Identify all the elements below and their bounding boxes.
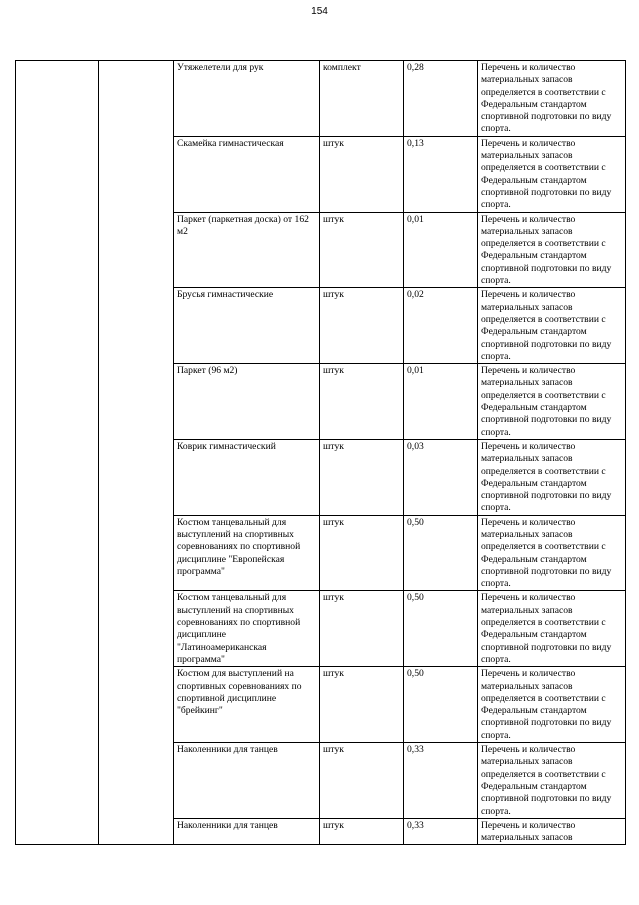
note-cell: Перечень и количество материальных запасов определяется в соответствии с Федеральным стандартом спортивной подготовки по виду спорта. [478, 439, 626, 515]
unit-cell: комплект [320, 61, 404, 137]
item-name-cell: Наколенники для танцев [174, 743, 320, 819]
quantity-cell: 0,33 [404, 818, 478, 845]
unit-cell: штук [320, 591, 404, 667]
note-cell: Перечень и количество материальных запасов определяется в соответствии с Федеральным стандартом спортивной подготовки по виду спорта. [478, 591, 626, 667]
quantity-cell: 0,02 [404, 288, 478, 364]
quantity-cell: 0,28 [404, 61, 478, 137]
unit-cell: штук [320, 212, 404, 288]
item-name-cell: Паркет (96 м2) [174, 364, 320, 440]
item-name-cell: Костюм танцевальный для выступлений на спортивных соревнованиях по спортивной дисциплине "Латиноамериканская программа" [174, 591, 320, 667]
quantity-cell: 0,03 [404, 439, 478, 515]
item-name-cell: Брусья гимнастические [174, 288, 320, 364]
note-cell: Перечень и количество материальных запасов определяется в соответствии с Федеральным стандартом спортивной подготовки по виду спорта. [478, 667, 626, 743]
unit-cell: штук [320, 743, 404, 819]
note-cell: Перечень и количество материальных запасов определяется в соответствии с Федеральным стандартом спортивной подготовки по виду спорта. [478, 515, 626, 591]
note-cell: Перечень и количество материальных запасов [478, 818, 626, 845]
note-cell: Перечень и количество материальных запасов определяется в соответствии с Федеральным стандартом спортивной подготовки по виду спорта. [478, 288, 626, 364]
note-cell: Перечень и количество материальных запасов определяется в соответствии с Федеральным стандартом спортивной подготовки по виду спорта. [478, 212, 626, 288]
item-name-cell: Утяжелетели для рук [174, 61, 320, 137]
item-name-cell: Паркет (паркетная доска) от 162 м2 [174, 212, 320, 288]
blank-column-1 [16, 61, 99, 845]
unit-cell: штук [320, 439, 404, 515]
quantity-cell: 0,01 [404, 212, 478, 288]
note-cell: Перечень и количество материальных запасов определяется в соответствии с Федеральным стандартом спортивной подготовки по виду спорта. [478, 364, 626, 440]
item-name-cell: Костюм для выступлений на спортивных соревнованиях по спортивной дисциплине "брейкинг" [174, 667, 320, 743]
unit-cell: штук [320, 136, 404, 212]
blank-column-2 [99, 61, 174, 845]
item-name-cell: Скамейка гимнастическая [174, 136, 320, 212]
page-number: 154 [311, 6, 328, 17]
quantity-cell: 0,33 [404, 743, 478, 819]
materials-table [15, 60, 626, 845]
unit-cell: штук [320, 515, 404, 591]
quantity-cell: 0,50 [404, 515, 478, 591]
quantity-cell: 0,13 [404, 136, 478, 212]
note-cell: Перечень и количество материальных запасов определяется в соответствии с Федеральным стандартом спортивной подготовки по виду спорта. [478, 136, 626, 212]
unit-cell: штук [320, 364, 404, 440]
quantity-cell: 0,01 [404, 364, 478, 440]
table-row [16, 61, 626, 137]
unit-cell: штук [320, 667, 404, 743]
quantity-cell: 0,50 [404, 667, 478, 743]
item-name-cell: Наколенники для танцев [174, 818, 320, 845]
item-name-cell: Костюм танцевальный для выступлений на спортивных соревнованиях по спортивной дисциплине "Европейская программа" [174, 515, 320, 591]
note-cell: Перечень и количество материальных запасов определяется в соответствии с Федеральным стандартом спортивной подготовки по виду спорта. [478, 61, 626, 137]
note-cell: Перечень и количество материальных запасов определяется в соответствии с Федеральным стандартом спортивной подготовки по виду спорта. [478, 743, 626, 819]
item-name-cell: Коврик гимнастический [174, 439, 320, 515]
unit-cell: штук [320, 288, 404, 364]
unit-cell: штук [320, 818, 404, 845]
quantity-cell: 0,50 [404, 591, 478, 667]
